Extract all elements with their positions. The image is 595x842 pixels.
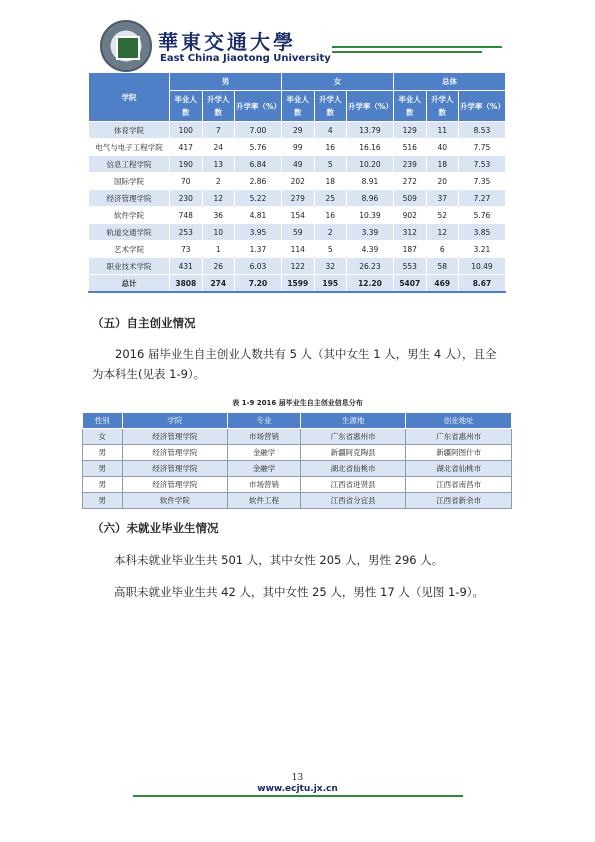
section6-paragraph-1: 本科未就业毕业生共 501 人，其中女性 205 人，男性 296 人。 [114,553,444,567]
table2-cell: 男 [83,477,123,493]
group-header-male: 男 [170,73,282,91]
value-cell: 26 [202,258,234,275]
sub-header: 升学率（%） [458,91,505,122]
table-row [89,258,506,275]
college-cell: 经济管理学院 [89,190,170,207]
college-cell: 信息工程学院 [89,156,170,173]
value-cell: 10 [202,224,234,241]
value-cell: 312 [393,224,426,241]
university-logo-icon [100,20,152,72]
college-cell: 轨道交通学院 [89,224,170,241]
value-cell: 122 [281,258,314,275]
value-cell: 10.39 [346,207,393,224]
table2-cell: 市场营销 [228,477,301,493]
table-row [83,477,512,493]
sub-header: 升学人数 [426,91,458,122]
value-cell: 2 [314,224,346,241]
table2-cell: 广东省惠州市 [406,429,512,445]
total-value-cell: 12.20 [346,275,393,293]
value-cell: 59 [281,224,314,241]
total-row [89,275,506,293]
table-row [89,139,506,156]
table2-cell: 新疆阿图什市 [406,445,512,461]
value-cell: 25 [314,190,346,207]
total-value-cell: 5407 [393,275,426,293]
value-cell: 187 [393,241,426,258]
self-employment-table [82,412,512,509]
value-cell: 748 [170,207,203,224]
table-row [89,190,506,207]
total-value-cell: 3808 [170,275,203,293]
value-cell: 49 [281,156,314,173]
table-row [89,224,506,241]
value-cell: 29 [281,122,314,139]
table2-cell: 经济管理学院 [122,445,228,461]
value-cell: 5 [314,156,346,173]
table2-cell: 湖北省仙桃市 [406,461,512,477]
college-cell: 职业技术学院 [89,258,170,275]
sub-header: 升学人数 [314,91,346,122]
value-cell: 3.21 [458,241,505,258]
table2-caption: 表 1-9 2016 届毕业生自主创业信息分布 [232,399,363,407]
value-cell: 6.03 [234,258,281,275]
college-cell: 国际学院 [89,173,170,190]
university-name-en: East China Jiaotong University [160,53,331,64]
table-row [89,173,506,190]
sub-header: 升学人数 [202,91,234,122]
value-cell: 902 [393,207,426,224]
value-cell: 5 [314,241,346,258]
table-row [89,207,506,224]
section5-heading: （五）自主创业情况 [92,316,196,330]
value-cell: 16 [314,139,346,156]
value-cell: 7 [202,122,234,139]
table2-cell: 软件学院 [122,493,228,509]
table2-cell: 金融学 [228,445,301,461]
college-cell: 电气与电子工程学院 [89,139,170,156]
table-row [83,493,512,509]
value-cell: 10.49 [458,258,505,275]
value-cell: 5.76 [458,207,505,224]
value-cell: 114 [281,241,314,258]
table-row [83,429,512,445]
table2-cell: 湖北省仙桃市 [300,461,406,477]
value-cell: 73 [170,241,203,258]
value-cell: 7.75 [458,139,505,156]
table-row [83,445,512,461]
footer-rule [133,795,463,797]
total-label-cell: 总计 [89,275,170,293]
total-value-cell: 274 [202,275,234,293]
value-cell: 100 [170,122,203,139]
value-cell: 12 [202,190,234,207]
value-cell: 8.53 [458,122,505,139]
value-cell: 40 [426,139,458,156]
value-cell: 70 [170,173,203,190]
table2-cell: 新疆阿克陶县 [300,445,406,461]
sub-header: 毕业人数 [281,91,314,122]
table2-cell: 经济管理学院 [122,477,228,493]
graduate-further-study-table [88,72,506,293]
value-cell: 58 [426,258,458,275]
table2-cell: 江西省分宜县 [300,493,406,509]
value-cell: 18 [426,156,458,173]
table-row [83,461,512,477]
page-number: 13 [291,773,304,783]
table2-cell: 广东省惠州市 [300,429,406,445]
header-rule-top [332,46,502,48]
value-cell: 417 [170,139,203,156]
table2-cell: 经济管理学院 [122,461,228,477]
value-cell: 5.22 [234,190,281,207]
value-cell: 36 [202,207,234,224]
section5-paragraph: 2016 届毕业生自主创业人数共有 5 人（其中女生 1 人，男生 4 人），且全为本科生(见表 1-9）。 [92,347,497,381]
value-cell: 26.23 [346,258,393,275]
college-cell: 体育学院 [89,122,170,139]
value-cell: 99 [281,139,314,156]
value-cell: 18 [314,173,346,190]
value-cell: 6 [426,241,458,258]
value-cell: 16.16 [346,139,393,156]
sub-header: 升学率（%） [234,91,281,122]
sub-header: 升学率（%） [346,91,393,122]
table2-cell: 男 [83,493,123,509]
col-college-header: 学院 [89,73,170,122]
total-value-cell: 8.67 [458,275,505,293]
value-cell: 7.00 [234,122,281,139]
table2-cell: 江西省进贤县 [300,477,406,493]
value-cell: 1.37 [234,241,281,258]
value-cell: 1 [202,241,234,258]
table2-cell: 市场营销 [228,429,301,445]
value-cell: 7.27 [458,190,505,207]
table2-cell: 江西省新余市 [406,493,512,509]
value-cell: 509 [393,190,426,207]
table2-cell: 软件工程 [228,493,301,509]
table2-cell: 男 [83,461,123,477]
value-cell: 2.86 [234,173,281,190]
value-cell: 52 [426,207,458,224]
footer-url: www.ecjtu.jx.cn [257,784,338,794]
value-cell: 5.76 [234,139,281,156]
section6-heading: （六）未就业毕业生情况 [92,521,219,535]
table2-cell: 金融学 [228,461,301,477]
table2-cell: 女 [83,429,123,445]
value-cell: 202 [281,173,314,190]
value-cell: 190 [170,156,203,173]
value-cell: 279 [281,190,314,207]
value-cell: 553 [393,258,426,275]
sub-header: 毕业人数 [393,91,426,122]
total-value-cell: 1599 [281,275,314,293]
college-cell: 艺术学院 [89,241,170,258]
value-cell: 8.91 [346,173,393,190]
header-rule-bottom [332,51,482,53]
table2-cell: 经济管理学院 [122,429,228,445]
value-cell: 32 [314,258,346,275]
value-cell: 11 [426,122,458,139]
value-cell: 24 [202,139,234,156]
total-value-cell: 195 [314,275,346,293]
value-cell: 431 [170,258,203,275]
table-row [89,122,506,139]
value-cell: 2 [202,173,234,190]
table2-header-cell: 生源地 [300,413,406,429]
sub-header: 毕业人数 [170,91,203,122]
page-header [100,20,520,70]
value-cell: 272 [393,173,426,190]
table-row [89,156,506,173]
value-cell: 239 [393,156,426,173]
table2-cell: 江西省南昌市 [406,477,512,493]
value-cell: 4.81 [234,207,281,224]
value-cell: 3.85 [458,224,505,241]
table2-header-cell: 学院 [122,413,228,429]
table-row [89,241,506,258]
table2-header-cell: 性别 [83,413,123,429]
group-header-female: 女 [281,73,393,91]
section6-paragraph-2: 高职未就业毕业生共 42 人，其中女性 25 人，男性 17 人（见图 1-9）。 [114,585,485,599]
value-cell: 3.39 [346,224,393,241]
value-cell: 37 [426,190,458,207]
value-cell: 3.95 [234,224,281,241]
value-cell: 6.84 [234,156,281,173]
college-cell: 软件学院 [89,207,170,224]
value-cell: 516 [393,139,426,156]
value-cell: 154 [281,207,314,224]
total-value-cell: 469 [426,275,458,293]
value-cell: 7.35 [458,173,505,190]
value-cell: 7.53 [458,156,505,173]
value-cell: 13 [202,156,234,173]
total-value-cell: 7.20 [234,275,281,293]
value-cell: 129 [393,122,426,139]
value-cell: 253 [170,224,203,241]
value-cell: 230 [170,190,203,207]
university-name-cn: 華東交通大學 [158,30,296,54]
table2-header-cell: 专业 [228,413,301,429]
value-cell: 4.39 [346,241,393,258]
value-cell: 12 [426,224,458,241]
group-header-total: 总体 [393,73,505,91]
value-cell: 10.20 [346,156,393,173]
value-cell: 20 [426,173,458,190]
table2-header-cell: 创业地址 [406,413,512,429]
value-cell: 13.79 [346,122,393,139]
value-cell: 8.96 [346,190,393,207]
value-cell: 16 [314,207,346,224]
table2-cell: 男 [83,445,123,461]
value-cell: 4 [314,122,346,139]
